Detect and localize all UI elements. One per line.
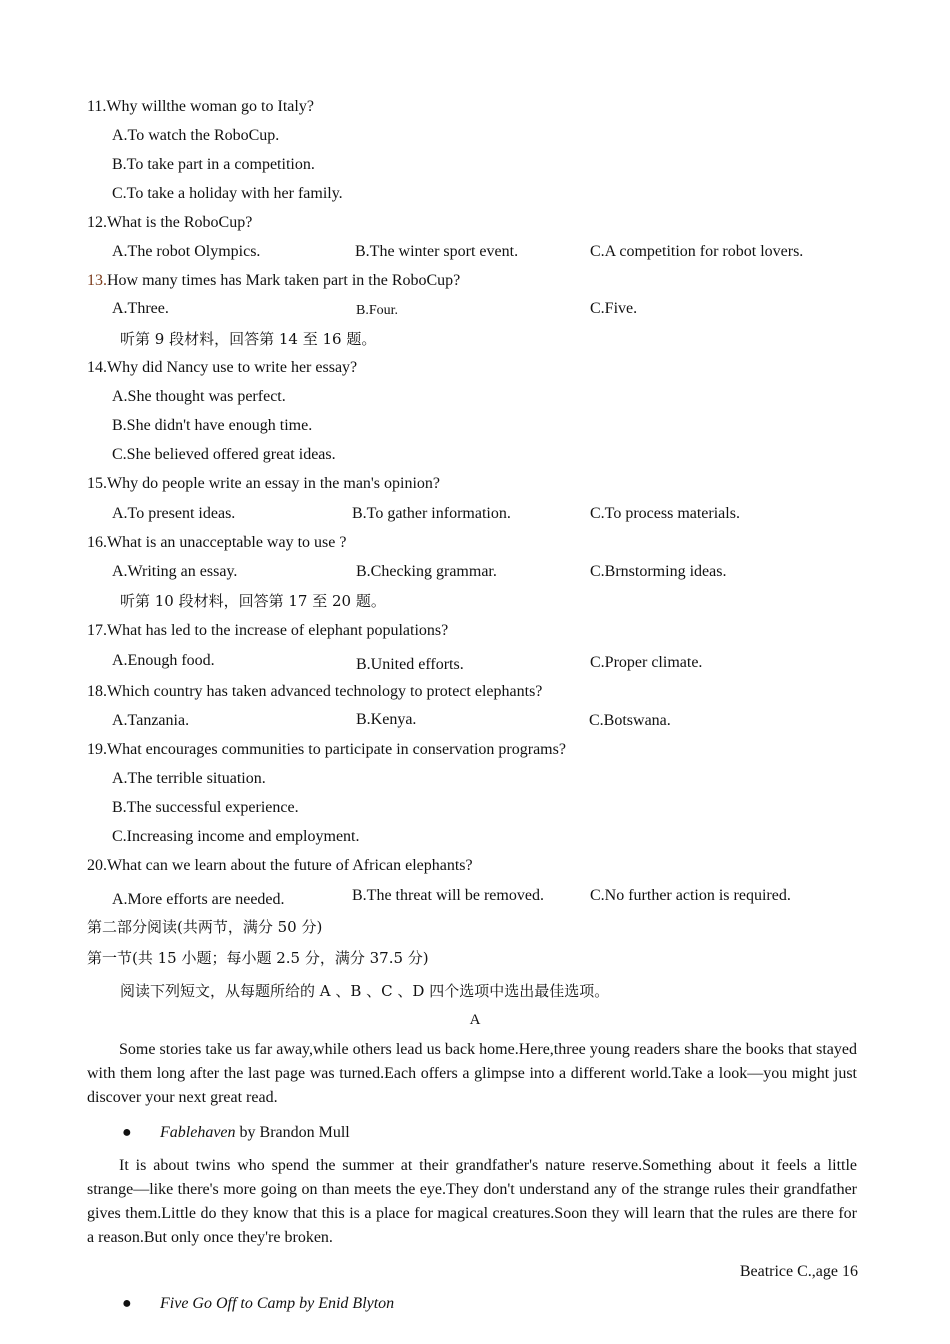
option-13b: B.Four. [356, 303, 399, 318]
book-1-name: Fablehaven [160, 1124, 236, 1141]
bullet-icon: ● [122, 1124, 132, 1141]
option-15a: A.To present ideas. [112, 505, 236, 522]
question-15: 15.Why do people write an essay in the man's opinion? [87, 475, 441, 492]
option-17a: A.Enough food. [112, 652, 215, 669]
option-19b: B.The successful experience. [112, 799, 299, 816]
option-20c: C.No further action is required. [590, 887, 791, 904]
section-9-instruction: 听第 9 段材料，回答第 14 至 16 题。 [120, 330, 377, 348]
option-12a: A.The robot Olympics. [112, 243, 261, 260]
question-13-stem: How many times has Mark taken part in the RoboCup? [107, 272, 461, 289]
option-15c: C.To process materials. [590, 505, 740, 522]
book-1-title [160, 1123, 350, 1143]
book-1-author: by Brandon Mull [235, 1124, 350, 1141]
option-13c: C.Five. [590, 300, 638, 317]
option-18b: B.Kenya. [356, 711, 417, 728]
option-16a: A.Writing an essay. [112, 563, 238, 580]
option-14a: A.She thought was perfect. [112, 388, 286, 405]
option-13a: A.Three. [112, 300, 169, 317]
option-15b: B.To gather information. [352, 505, 511, 522]
option-18a: A.Tanzania. [112, 712, 190, 729]
question-12: 12.What is the RoboCup? [87, 214, 253, 231]
option-19a: A.The terrible situation. [112, 770, 266, 787]
option-11b: B.To take part in a competition. [112, 156, 315, 173]
option-12b: B.The winter sport event. [355, 243, 519, 260]
bullet-icon: ● [122, 1295, 132, 1312]
option-16c: C.Brnstorming ideas. [590, 563, 727, 580]
question-16: 16.What is an unacceptable way to use ? [87, 534, 347, 551]
option-12c: C.A competition for robot lovers. [590, 243, 804, 260]
section-10-instruction: 听第 10 段材料，回答第 17 至 20 题。 [120, 592, 386, 610]
book-2-title: Five Go Off to Camp by Enid Blyton [160, 1295, 395, 1312]
option-14c: C.She believed offered great ideas. [112, 446, 336, 463]
book-1-text: It is about twins who spend the summer at their grandfather's nature reserve.Something about it feels a little strange—like there's more going on than meets the eye.They don't understand any of the strange rules their grandfather gives them.Little do they know that this is a place for magical creatures.Soon they will learn that the rules are there for a reason.But only once they're broken. [87, 1157, 857, 1246]
question-11: 11.Why willthe woman go to Italy? [87, 98, 314, 115]
question-20: 20.What can we learn about the future of African elephants? [87, 857, 473, 874]
option-16b: B.Checking grammar. [356, 563, 497, 580]
option-20a: A.More efforts are needed. [112, 891, 285, 908]
option-19c: C.Increasing income and employment. [112, 828, 360, 845]
passage-intro: Some stories take us far away,while others lead us back home.Here,three young readers share the books that stayed with them long after the last page was turned.Each offers a glimpse into a different world.Take a look—you might just discover your next great read. [87, 1041, 857, 1106]
question-18: 18.Which country has taken advanced technology to protect elephants? [87, 683, 543, 700]
option-14b: B.She didn't have enough time. [112, 417, 313, 434]
option-11c: C.To take a holiday with her family. [112, 185, 343, 202]
section-one-title: 第一节(共 15 小题；每小题 2.5 分，满分 37.5 分) [87, 949, 429, 967]
option-17c: C.Proper climate. [590, 654, 703, 671]
option-11a: A.To watch the RoboCup. [112, 127, 280, 144]
question-13 [87, 271, 460, 291]
option-18c: C.Botswana. [589, 712, 671, 729]
option-17b: B.United efforts. [356, 656, 464, 673]
reading-instruction: 阅读下列短文，从每题所给的 A 、B 、C 、D 四个选项中选出最佳选项。 [120, 982, 610, 1000]
question-19: 19.What encourages communities to participate in conservation programs? [87, 741, 566, 758]
question-13-number: 13. [87, 272, 107, 289]
part-two-title: 第二部分阅读(共两节，满分 50 分) [87, 918, 323, 936]
passage-letter: A [469, 1012, 481, 1028]
option-20b: B.The threat will be removed. [352, 887, 544, 904]
question-17: 17.What has led to the increase of elephant populations? [87, 622, 449, 639]
book-1-signature: Beatrice C.,age 16 [739, 1263, 858, 1280]
question-14: 14.Why did Nancy use to write her essay? [87, 359, 358, 376]
